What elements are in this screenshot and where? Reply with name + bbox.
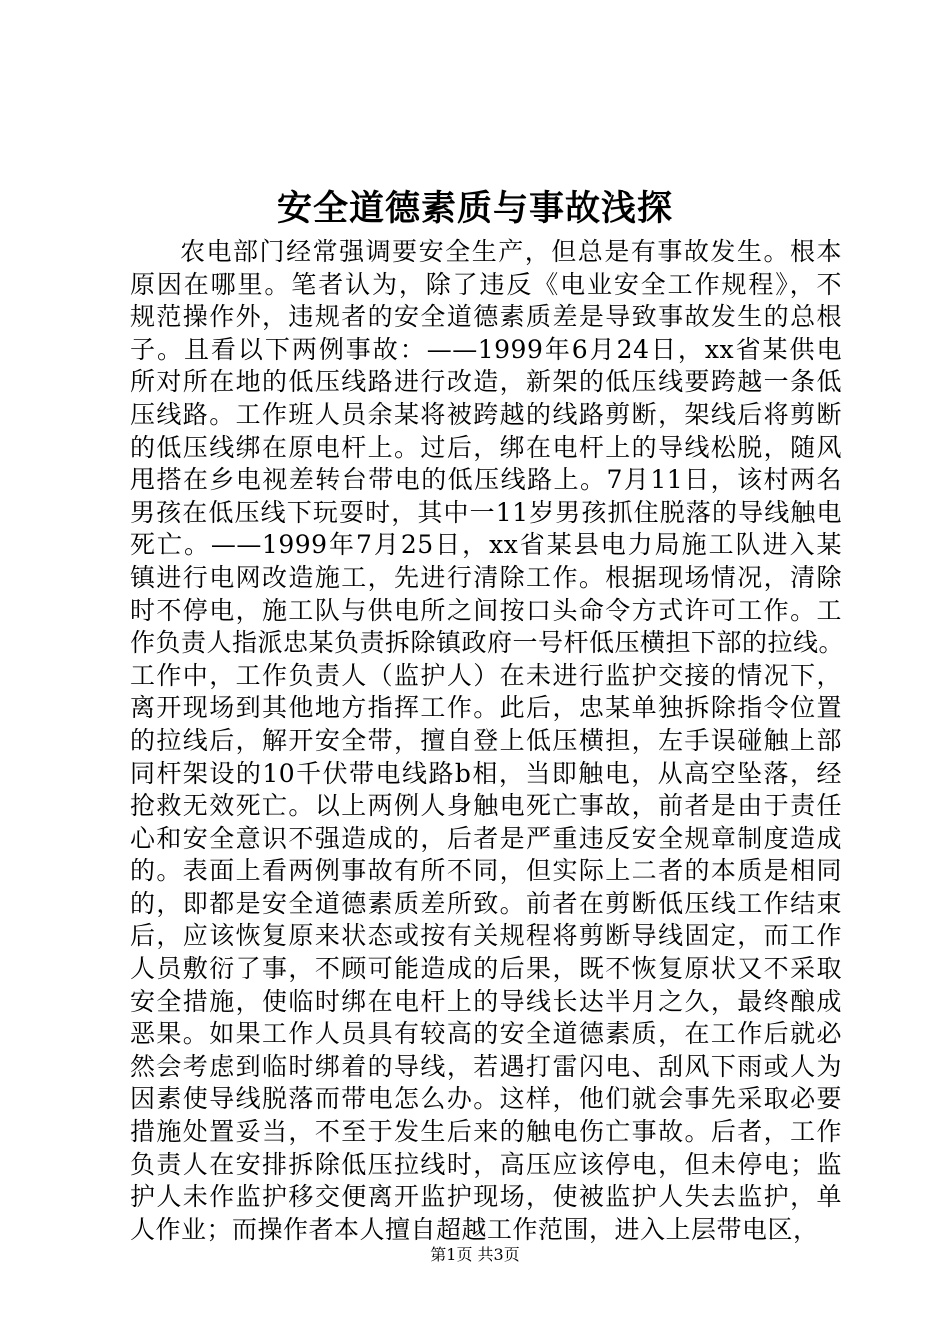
body-line: 同杆架设的10千伏带电线路b相，当即触电，从高空坠落，经 xyxy=(130,758,842,788)
body-line: 离开现场到其他地方指挥工作。此后，忠某单独拆除指令位置 xyxy=(130,693,842,723)
body-line: 人员敷衍了事，不顾可能造成的后果，既不恢复原状又不采取 xyxy=(130,954,842,984)
body-line: 的低压线绑在原电杆上。过后，绑在电杆上的导线松脱，随风 xyxy=(130,432,842,462)
body-line: 工作中，工作负责人（监护人）在未进行监护交接的情况下， xyxy=(130,660,842,690)
body-line: 因素使导线脱落而带电怎么办。这样，他们就会事先采取必要 xyxy=(130,1084,842,1114)
body-line: 后，应该恢复原来状态或按有关规程将剪断导线固定，而工作 xyxy=(130,921,842,951)
body-line: 作负责人指派忠某负责拆除镇政府一号杆低压横担下部的拉线。 xyxy=(130,628,845,658)
body-line: 时不停电，施工队与供电所之间按口头命令方式许可工作。工 xyxy=(130,595,842,625)
body-line: 抢救无效死亡。以上两例人身触电死亡事故，前者是由于责任 xyxy=(130,791,842,821)
body-line: 心和安全意识不强造成的，后者是严重违反安全规章制度造成 xyxy=(130,823,842,853)
body-line: 所对所在地的低压线路进行改造，新架的低压线要跨越一条低 xyxy=(130,367,842,397)
body-line: 的，即都是安全道德素质差所致。前者在剪断低压线工作结束 xyxy=(130,888,842,918)
body-line: 镇进行电网改造施工，先进行清除工作。根据现场情况，清除 xyxy=(130,562,842,592)
body-line: 然会考虑到临时绑着的导线，若遇打雷闪电、刮风下雨或人为 xyxy=(130,1051,842,1081)
body-line: 的拉线后，解开安全带，擅自登上低压横担，左手误碰触上部 xyxy=(130,725,842,755)
body-line: 死亡。——1999年7月25日，xx省某县电力局施工队进入某 xyxy=(130,530,842,560)
body-line: 恶果。如果工作人员具有较高的安全道德素质，在工作后就必 xyxy=(130,1019,842,1049)
document-body xyxy=(130,236,845,1246)
body-line: 的。表面上看两例事故有所不同，但实际上二者的本质是相同 xyxy=(130,856,842,886)
body-line: 男孩在低压线下玩耍时，其中一11岁男孩抓住脱落的导线触电 xyxy=(130,497,842,527)
body-line: 原因在哪里。笔者认为，除了违反《电业安全工作规程》，不 xyxy=(130,269,842,299)
body-line: 人作业；而操作者本人擅自超越工作范围，进入上层带电区， xyxy=(130,1214,819,1244)
body-line: 子。且看以下两例事故：——1999年6月24日，xx省某供电 xyxy=(130,334,842,364)
document-title: 安全道德素质与事故浅探 xyxy=(276,188,673,229)
body-line: 压线路。工作班人员余某将被跨越的线路剪断，架线后将剪断 xyxy=(130,399,842,429)
body-line: 甩搭在乡电视差转台带电的低压线路上。7月11日，该村两名 xyxy=(130,465,842,495)
body-line: 规范操作外，违规者的安全道德素质差是导致事故发生的总根 xyxy=(130,302,842,332)
body-line: 安全措施，使临时绑在电杆上的导线长达半月之久，最终酿成 xyxy=(130,986,842,1016)
body-line: 负责人在安排拆除低压拉线时，高压应该停电，但未停电；监 xyxy=(130,1149,842,1179)
body-line: 措施处置妥当，不至于发生后来的触电伤亡事故。后者，工作 xyxy=(130,1117,842,1147)
body-line: 护人未作监护移交便离开监护现场，使被监护人失去监护，单 xyxy=(130,1182,842,1212)
body-line: 农电部门经常强调要安全生产，但总是有事故发生。根本 xyxy=(180,237,842,266)
page-footer: 第1页 共3页 xyxy=(430,1245,520,1264)
